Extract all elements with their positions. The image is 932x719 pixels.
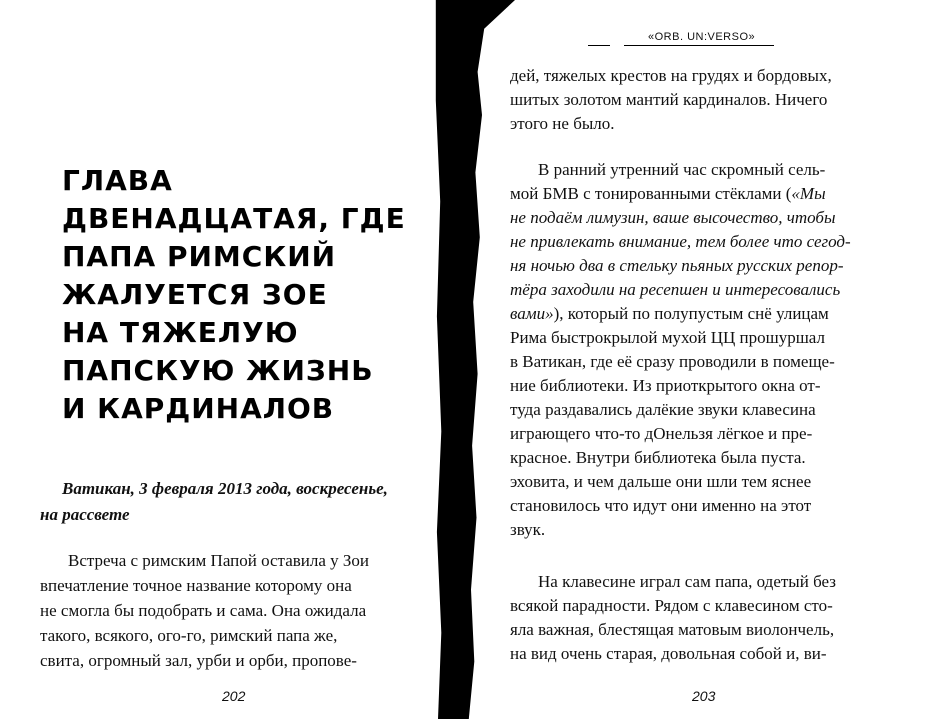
text-line — [510, 494, 900, 518]
text-run: звук. — [510, 520, 546, 539]
text-line: шитых золотом мантий кардиналов. Ничего — [510, 90, 828, 109]
running-head-rule — [624, 45, 774, 46]
text-line — [510, 374, 900, 398]
text-run: мой БМВ с тонированными стёклами ( — [510, 184, 792, 203]
text-run: ние библиотеки. Из приоткрытого окна от- — [510, 376, 821, 395]
left-page — [0, 0, 430, 719]
text-line — [510, 302, 900, 326]
text-line — [510, 230, 900, 254]
text-run: ), который по полупустым снё улицам — [553, 304, 829, 323]
italic-run: не подаём лимузин, ваше высочество, чтобы — [510, 208, 836, 227]
text-run: эховита, и чем дальше они шли тем яснее — [510, 472, 812, 491]
chapter-title-line: ЖАЛУЕТСЯ ЗОЕ — [62, 278, 328, 311]
chapter-title-line: НА ТЯЖЕЛУЮ — [62, 316, 299, 349]
body-paragraph — [510, 570, 900, 666]
text-line — [510, 206, 900, 230]
text-run: Рима быстрокрылой мухой ЦЦ прошуршал — [510, 328, 825, 347]
dateline — [40, 476, 420, 528]
italic-run: «Мы — [791, 184, 826, 203]
text-run: туда раздавались далёкие звуки клавесина — [510, 400, 816, 419]
text-line: всякой парадности. Рядом с клавесином сто- — [510, 596, 833, 615]
text-line: такого, всякого, ого-го, римский папа же, — [40, 626, 338, 645]
body-paragraph — [40, 548, 422, 673]
text-line — [510, 518, 900, 542]
italic-run: вами» — [510, 304, 554, 323]
text-line: не смогла бы подобрать и сама. Она ожидала — [40, 601, 367, 620]
text-line: этого не было. — [510, 114, 615, 133]
text-line: на вид очень старая, довольная собой и, ви- — [510, 644, 827, 663]
italic-run: тёра заходили на ресепшен и интересовались — [510, 280, 841, 299]
text-line — [510, 470, 900, 494]
text-run: играющего что-то дОнельзя лёгкое и пре- — [510, 424, 813, 443]
running-head — [588, 30, 778, 52]
page-number: 203 — [692, 688, 716, 704]
page-number: 202 — [222, 688, 246, 704]
chapter-title-line: И КАРДИНАЛОВ — [62, 392, 335, 425]
chapter-title-line: ПАПСКУЮ ЖИЗНЬ — [62, 354, 374, 387]
text-run: становилось что идут они именно на этот — [510, 496, 812, 515]
dateline-line: на рассвете — [40, 505, 130, 524]
chapter-title-line: ДВЕНАДЦАТАЯ, ГДЕ — [62, 202, 406, 235]
running-head-text: «ORB. UN:VERSO» — [648, 31, 756, 43]
text-line — [510, 278, 900, 302]
dateline-line: Ватикан, 3 февраля 2013 года, воскресенье, — [62, 479, 388, 498]
running-head-rule — [588, 45, 610, 46]
text-line — [510, 350, 900, 374]
text-line — [510, 446, 900, 470]
text-line — [510, 326, 900, 350]
text-line: впечатление точное название которому она — [40, 576, 352, 595]
text-line — [510, 158, 900, 182]
text-line: дей, тяжелых крестов на грудях и бордовых, — [510, 66, 832, 85]
text-line — [510, 182, 900, 206]
text-line — [510, 398, 900, 422]
text-line — [510, 254, 900, 278]
text-line: Встреча с римским Папой оставила у Зои — [68, 551, 370, 570]
text-line: На клавесине играл сам папа, одетый без — [538, 572, 836, 591]
text-run: В ранний утренний час скромный сель- — [538, 160, 826, 179]
text-line — [510, 422, 900, 446]
chapter-title-line: ПАПА РИМСКИЙ — [62, 240, 337, 273]
text-run: в Ватикан, где её сразу проводили в помеще- — [510, 352, 835, 371]
body-paragraph — [510, 158, 900, 542]
text-line: яла важная, блестящая матовым виолончель, — [510, 620, 835, 639]
text-line: свита, огромный зал, урби и орби, пропове- — [40, 651, 357, 670]
chapter-title-line: ГЛАВА — [62, 164, 173, 197]
body-paragraph — [510, 64, 900, 136]
chapter-title — [62, 162, 422, 428]
italic-run: не привлекать внимание, тем более что сегод- — [510, 232, 851, 251]
italic-run: ня ночью два в стельку пьяных русских репор- — [510, 256, 844, 275]
text-run: красное. Внутри библиотека была пуста. — [510, 448, 806, 467]
